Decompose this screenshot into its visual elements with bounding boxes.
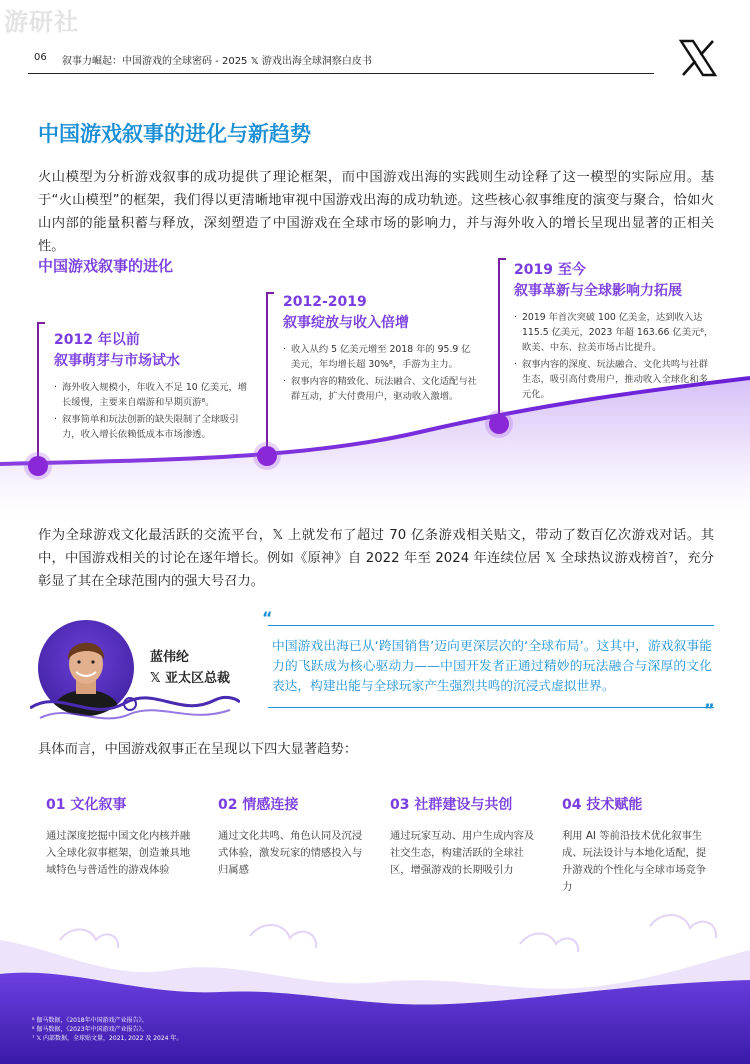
footnotes	[32, 1016, 182, 1043]
timeline-dot	[257, 446, 277, 466]
timeline-stage-3	[514, 260, 714, 404]
stage-subtitle: 叙事革新与全球影响力拓展	[514, 283, 682, 299]
trend-body: 通过文化共鸣、角色认同及沉浸式体验，激发玩家的情感投入与归属感	[218, 830, 363, 876]
page-header	[28, 46, 654, 74]
stage-year: 2012 年以前	[54, 332, 140, 348]
page-number: 06	[34, 52, 47, 63]
timeline-dot	[28, 456, 48, 476]
stage-bullet: · 海外收入规模小，年收入不足 10 亿美元，增长缓慢，主要来自端游和早期页游⁸。	[54, 380, 254, 410]
stage-subtitle: 叙事绽放与收入倍增	[283, 315, 409, 331]
timeline-bracket	[266, 292, 274, 294]
trends-intro: 具体而言，中国游戏叙事正在呈现以下四大显著趋势：	[38, 742, 358, 757]
section-title: 中国游戏叙事的进化与新趋势	[38, 122, 311, 146]
x-logo-icon	[678, 38, 718, 78]
quote-divider-bottom	[268, 707, 714, 708]
timeline-connector	[498, 258, 500, 420]
quote-divider-top	[268, 625, 714, 626]
trend-card	[46, 794, 196, 879]
footnote: ⁸ 伽马数据，《2023年中国游戏产业报告》。	[32, 1026, 148, 1033]
timeline-stage-2	[283, 292, 478, 406]
footnote: ⁷ 𝕏 内部数据，全球贴文量，2021, 2022 及 2024 年。	[32, 1035, 183, 1042]
speaker-name: 蓝伟纶	[150, 650, 190, 665]
intro-paragraph: 火山模型为分析游戏叙事的成功提供了理论框架，而中国游戏出海的实践则生动诠释了这一模型的实际应用。基于“火山模型”的框架，我们得以更清晰地审视中国游戏出海的成功轨迹。这些核心叙事维度的演变与聚合，恰如火山内部的能量积蓄与释放，深刻塑造了中国游戏在全球市场的影响力，并与海外收入的增长呈现出显著的正相关性。	[38, 170, 714, 254]
stage-year: 2012-2019	[283, 294, 367, 310]
trend-card	[562, 794, 712, 896]
stage-bullet: · 收入从约 5 亿美元增至 2018 年的 95.9 亿美元，年均增长超 30%⁸，手游为主力。	[283, 342, 478, 372]
stage-subtitle: 叙事萌芽与市场试水	[54, 353, 180, 369]
evolution-title: 中国游戏叙事的进化	[38, 257, 174, 275]
footnote: ⁶ 伽马数据，《2018年中国游戏产业报告》。	[32, 1017, 148, 1024]
timeline-connector	[37, 322, 39, 464]
timeline-bracket	[37, 322, 45, 324]
stage-bullet: · 叙事内容的精致化、玩法融合、文化适配与社群互动，扩大付费用户，驱动收入激增。	[283, 374, 478, 404]
timeline-stage-1	[54, 330, 254, 444]
trend-card	[390, 794, 540, 879]
trend-title: 04 技术赋能	[562, 797, 643, 813]
quote-open-icon: “	[262, 608, 273, 627]
stage-bullet: · 2019 年首次突破 100 亿美金，达到收入达 115.5 亿美元，2023 年超 163.66 亿美元⁶，欧美、中东、拉美市场占比提升。	[514, 310, 714, 355]
stage-bullet: · 叙事内容的深度、玩法融合、文化共鸣与社群生态，吸引高付费用户，推动收入全球化和多元化。	[514, 357, 714, 402]
trend-title: 02 情感连接	[218, 797, 299, 813]
speaker-quote: 中国游戏出海已从‘跨国销售’迈向更深层次的‘全球布局’。这其中，游戏叙事能力的飞跃成为核心驱动力——中国开发者正通过精妙的玩法融合与深厚的文化表达，构建出能与全球玩家产生强烈共鸣的沉浸式虚拟世界。	[272, 638, 712, 693]
timeline-dot	[489, 414, 509, 434]
stage-bullet: · 叙事简单和玩法创新的缺失限制了全球吸引力，收入增长依赖低成本市场渗透。	[54, 412, 254, 442]
timeline-connector	[266, 292, 268, 452]
timeline-bracket	[498, 258, 506, 260]
trend-title: 03 社群建设与共创	[390, 797, 513, 813]
speaker-title: 𝕏 亚太区总裁	[150, 671, 230, 686]
trend-body: 通过玩家互动、用户生成内容及社交生态，构建活跃的全球社区，增强游戏的长期吸引力	[390, 830, 535, 876]
trend-body: 通过深度挖掘中国文化内核并融入全球化叙事框架，创造兼具地域特色与普适性的游戏体验	[46, 830, 191, 876]
stage-year: 2019 至今	[514, 262, 586, 278]
watermark-logo: 游研社	[4, 8, 79, 36]
header-title: 叙事力崛起：中国游戏的全球密码 - 2025 𝕏 游戏出海全球洞察白皮书	[62, 56, 372, 67]
trend-title: 01 文化叙事	[46, 797, 127, 813]
trend-card	[218, 794, 368, 879]
platform-paragraph: 作为全球游戏文化最活跃的交流平台，𝕏 上就发布了超过 70 亿条游戏相关贴文，带动了数百亿次游戏对话。其中，中国游戏相关的讨论在逐年增长。例如《原神》自 2022 年至 2024 年连续位居 𝕏 全球热议游戏榜首⁷，充分彰显了其在全球范围内的强大号召力。	[38, 528, 714, 589]
trend-body: 利用 AI 等前沿技术优化叙事生成、玩法设计与本地化适配，提升游戏的个性化与全球市场竞争力	[562, 830, 707, 893]
quote-close-icon: ”	[704, 700, 715, 719]
